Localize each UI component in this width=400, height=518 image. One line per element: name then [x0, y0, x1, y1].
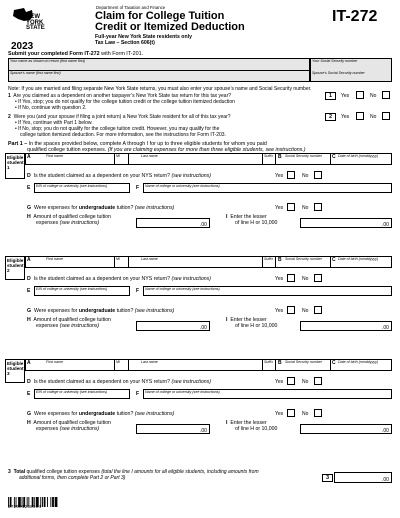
label-a: A [27, 154, 31, 160]
q1-bullet-yes: • If Yes, stop; you do not qualify for the college tuition credit or the college tuition itemized deduction [15, 99, 235, 105]
label-b: B [278, 360, 282, 366]
mi-label: MI [116, 360, 120, 364]
amount-h-field[interactable] [136, 321, 210, 331]
first-name-label: First name [46, 154, 63, 158]
form-subtitle-1: Full-year New York State residents only [95, 34, 192, 40]
amount-h-cents: .00 [200, 325, 207, 331]
g-no-label: No [302, 308, 309, 314]
label-i-2: of line H or 10,000 [235, 323, 278, 329]
d-no-label: No [302, 379, 309, 385]
label-i: I Enter the lesser [226, 317, 267, 323]
d-yes-label: Yes [275, 173, 284, 179]
student-ssn[interactable] [276, 261, 330, 268]
label-a: A [27, 257, 31, 263]
form-title-1: Claim for College Tuition [95, 10, 225, 22]
ein-label: EIN of college or university (see instructions) [36, 183, 108, 188]
tax-year: 2023 [11, 41, 34, 52]
form-title-2: Credit or Itemized Deduction [95, 21, 245, 33]
label-h: H Amount of qualified college tuition [27, 317, 111, 323]
q1-yes-label: Yes [341, 93, 350, 99]
barcode-bar [55, 497, 58, 507]
ssn-label: Social Security number [285, 154, 322, 158]
spouse-ssn-label: Spouse’s Social Security number [312, 71, 365, 75]
q2-no-checkbox[interactable] [382, 112, 390, 120]
amount-i-field[interactable] [300, 321, 392, 331]
line-3-box: 3 [322, 474, 333, 482]
amount-h-cents: .00 [200, 222, 207, 228]
student-ssn[interactable] [276, 158, 330, 165]
question-d: D Is the student claimed as a dependent on your NYS return? (see instructions) [27, 173, 211, 179]
barcode-bar [42, 497, 43, 507]
d-yes-checkbox[interactable] [287, 377, 295, 385]
part1-heading: Part 1 – In the spaces provided below, complete A through I for up to three eligible students for whom you paid [8, 141, 267, 147]
g-yes-label: Yes [275, 205, 284, 211]
q2-no-label: No [370, 114, 377, 120]
ein-label: EIN of college or university (see instructions) [36, 286, 108, 291]
first-name-label: First name [46, 257, 63, 261]
label-f: F [136, 288, 140, 294]
amount-i-field[interactable] [300, 218, 392, 228]
mi-label: MI [116, 257, 120, 261]
form-id: IT-272 [332, 8, 378, 25]
barcode-number: 272001230094 [8, 505, 42, 510]
suffix-label: Suffix [264, 360, 273, 364]
eligible-student-label: Eligible student 3 [5, 359, 25, 383]
q2-bullet-yes: • If Yes, continue with Part 1 below. [15, 120, 93, 126]
logo-line1: NEW [26, 14, 40, 20]
label-c: C [332, 360, 336, 366]
d-yes-label: Yes [275, 276, 284, 282]
last-name-label: Last name [141, 360, 158, 364]
dob-label: Date of birth (mmddyyyy) [338, 257, 379, 261]
q1-no-label: No [370, 93, 377, 99]
student-first-name[interactable] [26, 261, 114, 268]
g-yes-checkbox[interactable] [287, 203, 295, 211]
college-name-label: Name of college or university (see instructions) [145, 389, 220, 394]
q1-yes-checkbox[interactable] [356, 91, 364, 99]
department: Department of Taxation and Finance [96, 5, 166, 10]
label-i-2: of line H or 10,000 [235, 220, 278, 226]
d-yes-checkbox[interactable] [287, 274, 295, 282]
taxpayer-name-label: Your name as shown on return (first name first) [10, 58, 85, 63]
label-b: B [278, 154, 282, 160]
label-h-2: expenses (see instructions) [36, 323, 100, 329]
first-name-label: First name [46, 360, 63, 364]
amount-i-cents: .00 [382, 428, 389, 434]
suffix-label: Suffix [264, 257, 273, 261]
g-no-checkbox[interactable] [314, 409, 322, 417]
question-g: G Were expenses for undergraduate tuition? (see instructions) [27, 205, 175, 211]
d-no-checkbox[interactable] [314, 274, 322, 282]
label-h-2: expenses (see instructions) [36, 220, 100, 226]
q2-bullet-no-cont: college tuition itemized deduction. For more information, see the instructions for Form IT-203. [20, 132, 226, 138]
d-no-label: No [302, 276, 309, 282]
line-3-cents: .00 [382, 477, 389, 483]
d-yes-checkbox[interactable] [287, 171, 295, 179]
eligible-student-label: Eligible student 1 [5, 153, 25, 179]
label-e: E [27, 391, 31, 397]
taxpayer-ssn-label: Your Social Security number [312, 58, 358, 63]
last-name-label: Last name [141, 154, 158, 158]
amount-i-cents: .00 [382, 222, 389, 228]
college-name-label: Name of college or university (see instructions) [145, 183, 220, 188]
label-f: F [136, 185, 140, 191]
student-first-name[interactable] [26, 158, 114, 165]
label-a: A [27, 360, 31, 366]
d-no-checkbox[interactable] [314, 377, 322, 385]
q1-no-checkbox[interactable] [382, 91, 390, 99]
q2-bullet-no: • If No, stop; you do not qualify for the college tuition credit. However, you may qualify for the [15, 126, 220, 132]
g-no-checkbox[interactable] [314, 306, 322, 314]
suffix-label: Suffix [264, 154, 273, 158]
label-c: C [332, 257, 336, 263]
g-yes-label: Yes [275, 308, 284, 314]
student-first-name[interactable] [26, 364, 114, 371]
amount-i-field[interactable] [300, 424, 392, 434]
label-b: B [278, 257, 282, 263]
g-no-label: No [302, 205, 309, 211]
amount-h-field[interactable] [136, 218, 210, 228]
question-2: 2 Were you (and your spouse if filing a joint return) a New York State resident for all of this tax year? [8, 114, 231, 120]
part1-heading-2: qualified college tuition expenses. (If you are claiming expenses for more than three eligible students, see instructions.) [27, 147, 306, 153]
q1-bullet-no: • If No, continue with question 2. [15, 105, 87, 111]
question-g: G Were expenses for undergraduate tuition? (see instructions) [27, 411, 175, 417]
g-yes-checkbox[interactable] [287, 409, 295, 417]
barcode-bar [44, 497, 46, 507]
amount-h-cents: .00 [200, 428, 207, 434]
g-no-label: No [302, 411, 309, 417]
label-e: E [27, 185, 31, 191]
q1-box: 1 [325, 92, 336, 100]
question-1: 1 Are you claimed as a dependent on another taxpayer’s New York State tax return for this tax year? [8, 93, 232, 99]
d-yes-label: Yes [275, 379, 284, 385]
q2-box: 2 [325, 113, 336, 121]
barcode-icon [8, 494, 58, 504]
spouse-name-label: Spouse’s name (first name first) [10, 71, 61, 75]
g-yes-label: Yes [275, 411, 284, 417]
amount-h-field[interactable] [136, 424, 210, 434]
nys-logo [8, 6, 52, 36]
ein-label: EIN of college or university (see instructions) [36, 389, 108, 394]
amount-i-cents: .00 [382, 325, 389, 331]
college-name-label: Name of college or university (see instructions) [145, 286, 220, 291]
eligible-student-label: Eligible student 2 [5, 256, 25, 280]
ssn-label: Social Security number [285, 360, 322, 364]
label-i: I Enter the lesser [226, 214, 267, 220]
d-no-label: No [302, 173, 309, 179]
label-c: C [332, 154, 336, 160]
question-d: D Is the student claimed as a dependent on your NYS return? (see instructions) [27, 276, 211, 282]
barcode-bar [47, 497, 48, 507]
dob-label: Date of birth (mmddyyyy) [338, 154, 379, 158]
logo-line2: YORK [26, 19, 44, 26]
ssn-label: Social Security number [285, 257, 322, 261]
form-subtitle-2: Tax Law – Section 606(t) [95, 40, 155, 46]
g-no-checkbox[interactable] [314, 203, 322, 211]
line-3: 3 Total qualified college tuition expenses (total the line I amounts for all eligible students, including amounts from [8, 469, 259, 475]
logo-line3: STATE [26, 25, 45, 31]
barcode-bar [52, 497, 54, 507]
barcode-bar [50, 497, 51, 507]
label-i: I Enter the lesser [226, 420, 267, 426]
d-no-checkbox[interactable] [314, 171, 322, 179]
question-g: G Were expenses for undergraduate tuition? (see instructions) [27, 308, 175, 314]
q2-yes-label: Yes [341, 114, 350, 120]
dob-label: Date of birth (mmddyyyy) [338, 360, 379, 364]
note: Note: If you are married and filing separate New York State returns, you must also enter your spouse’s name and Social Security number. [8, 86, 312, 92]
mi-label: MI [116, 154, 120, 158]
submit-instruction: Submit your completed Form IT-272 with Form IT-201. [8, 51, 144, 57]
q2-yes-checkbox[interactable] [356, 112, 364, 120]
label-i-2: of line H or 10,000 [235, 426, 278, 432]
label-f: F [136, 391, 140, 397]
label-h-2: expenses (see instructions) [36, 426, 100, 432]
question-d: D Is the student claimed as a dependent on your NYS return? (see instructions) [27, 379, 211, 385]
g-yes-checkbox[interactable] [287, 306, 295, 314]
line-3-cont: additional forms, then complete Part 2 or Part 3) [19, 475, 126, 481]
label-e: E [27, 288, 31, 294]
label-h: H Amount of qualified college tuition [27, 420, 111, 426]
student-ssn[interactable] [276, 364, 330, 371]
last-name-label: Last name [141, 257, 158, 261]
label-h: H Amount of qualified college tuition [27, 214, 111, 220]
